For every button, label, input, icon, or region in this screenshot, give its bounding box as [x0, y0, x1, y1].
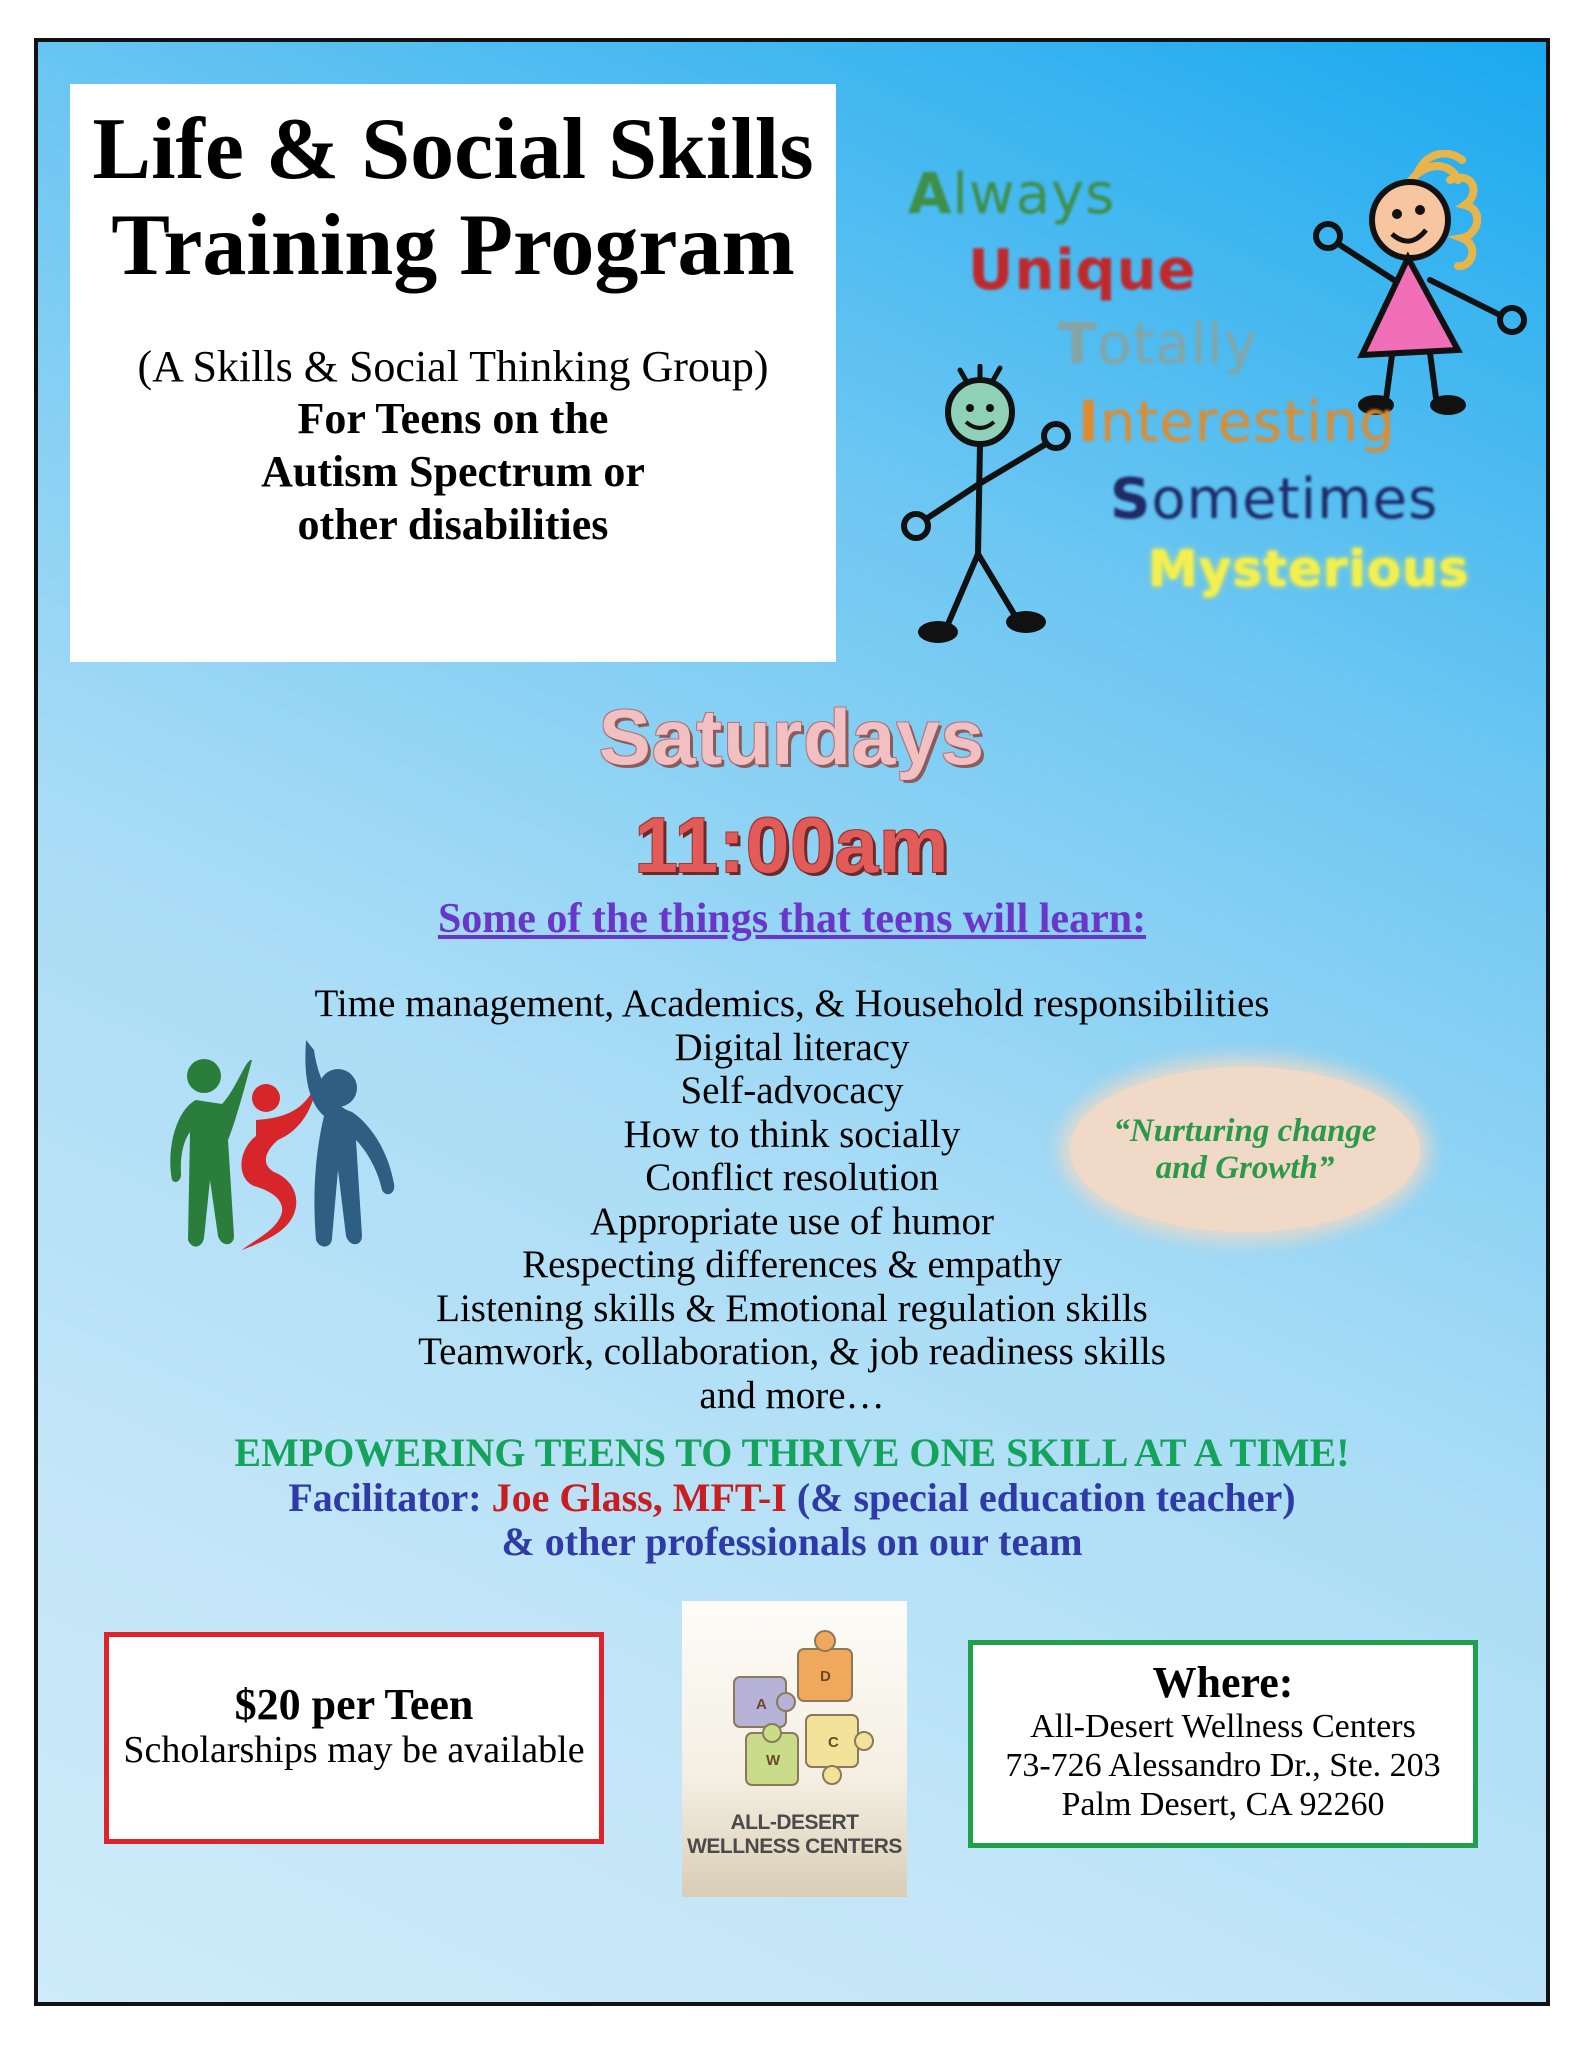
puzzle-letter-d: D — [820, 1668, 831, 1685]
list-item: Teamwork, collaboration, & job readiness skills — [418, 1330, 1166, 1373]
audience — [70, 392, 836, 551]
location-box — [968, 1640, 1478, 1848]
learn-heading: Some of the things that teens will learn: — [437, 896, 1147, 942]
logo-name — [682, 1811, 907, 1859]
list-item: Time management, Academics, & Household responsibilities — [314, 982, 1270, 1025]
acronym-word: Mysterious — [1148, 540, 1470, 598]
stick-girl-foot — [1430, 395, 1466, 415]
page-title: Life & Social Skills Training Program — [92, 101, 814, 294]
scholarship-note: Scholarships may be available — [123, 1729, 585, 1771]
stick-boy-head — [948, 380, 1012, 444]
stick-girl-head — [1372, 182, 1448, 258]
quote-text: “Nurturing change and Growth” — [1113, 1112, 1377, 1186]
facilitator-name: Joe Glass, MFT-I — [491, 1475, 787, 1520]
subtitle: (A Skills & Social Thinking Group) — [137, 342, 769, 391]
schedule-day: Saturdays — [598, 693, 986, 781]
address-line: Palm Desert, CA 92260 — [1061, 1786, 1385, 1823]
stick-boy-foot — [918, 621, 958, 643]
address — [973, 1707, 1473, 1824]
audience-line: other disabilities — [297, 500, 609, 549]
acronym-word: Unique — [968, 238, 1197, 303]
stick-girl-eye — [1392, 209, 1402, 219]
price-box — [104, 1632, 604, 1844]
logo-name-line: WELLNESS CENTERS — [687, 1835, 902, 1858]
address-line: 73-726 Alessandro Dr., Ste. 203 — [1005, 1747, 1441, 1784]
list-item: and more… — [699, 1373, 885, 1417]
audience-line: For Teens on the — [297, 394, 609, 443]
stick-girl-illustration — [1300, 150, 1540, 420]
acronym-word: Always — [908, 162, 1116, 227]
facilitator-note: (& special education teacher) — [796, 1475, 1296, 1520]
list-item: How to think socially — [623, 1112, 961, 1156]
flyer — [34, 38, 1550, 2006]
stick-boy-illustration — [896, 364, 1096, 664]
stick-boy-eye — [986, 404, 994, 412]
audience-line: Autism Spectrum or — [261, 447, 645, 496]
logo-name-line: ALL-DESERT — [730, 1811, 859, 1834]
puzzle-icon — [712, 1623, 882, 1803]
quote-oval — [1070, 1067, 1420, 1232]
stick-boy-foot — [1006, 611, 1046, 633]
list-item: Listening skills & Emotional regulation skills — [436, 1286, 1148, 1330]
stick-boy-limbs — [904, 424, 1068, 624]
schedule-time: 11:00am — [634, 801, 950, 889]
address-line: All-Desert Wellness Centers — [1030, 1708, 1416, 1745]
list-item: Respecting differences & empathy — [522, 1243, 1062, 1286]
stick-boy-eye — [966, 404, 974, 412]
facilitator-label: Facilitator: — [288, 1475, 482, 1520]
awc-logo — [682, 1601, 907, 1897]
facilitator-line — [38, 1474, 1546, 1521]
stick-girl-dress — [1362, 258, 1458, 355]
motto: EMPOWERING TEENS TO THRIVE ONE SKILL AT A TIME! — [234, 1430, 1350, 1475]
puzzle-letter-a: A — [756, 1696, 767, 1713]
list-item: Appropriate use of humor — [590, 1199, 994, 1243]
list-item: Conflict resolution — [645, 1156, 939, 1199]
stick-girl-eye — [1415, 205, 1425, 215]
puzzle-letter-c: C — [828, 1734, 839, 1751]
where-label: Where: — [1152, 1658, 1294, 1707]
acronym-word: Interesting — [1078, 390, 1396, 455]
price: $20 per Teen — [234, 1680, 474, 1729]
list-item: Digital literacy — [674, 1025, 910, 1069]
puzzle-letter-w: W — [766, 1752, 781, 1769]
title-box — [70, 84, 836, 662]
team-line: & other professionals on our team — [501, 1519, 1083, 1564]
acronym-word: Totally — [1058, 312, 1258, 377]
list-item: Self-advocacy — [680, 1069, 904, 1112]
acronym-word: Sometimes — [1110, 467, 1439, 532]
